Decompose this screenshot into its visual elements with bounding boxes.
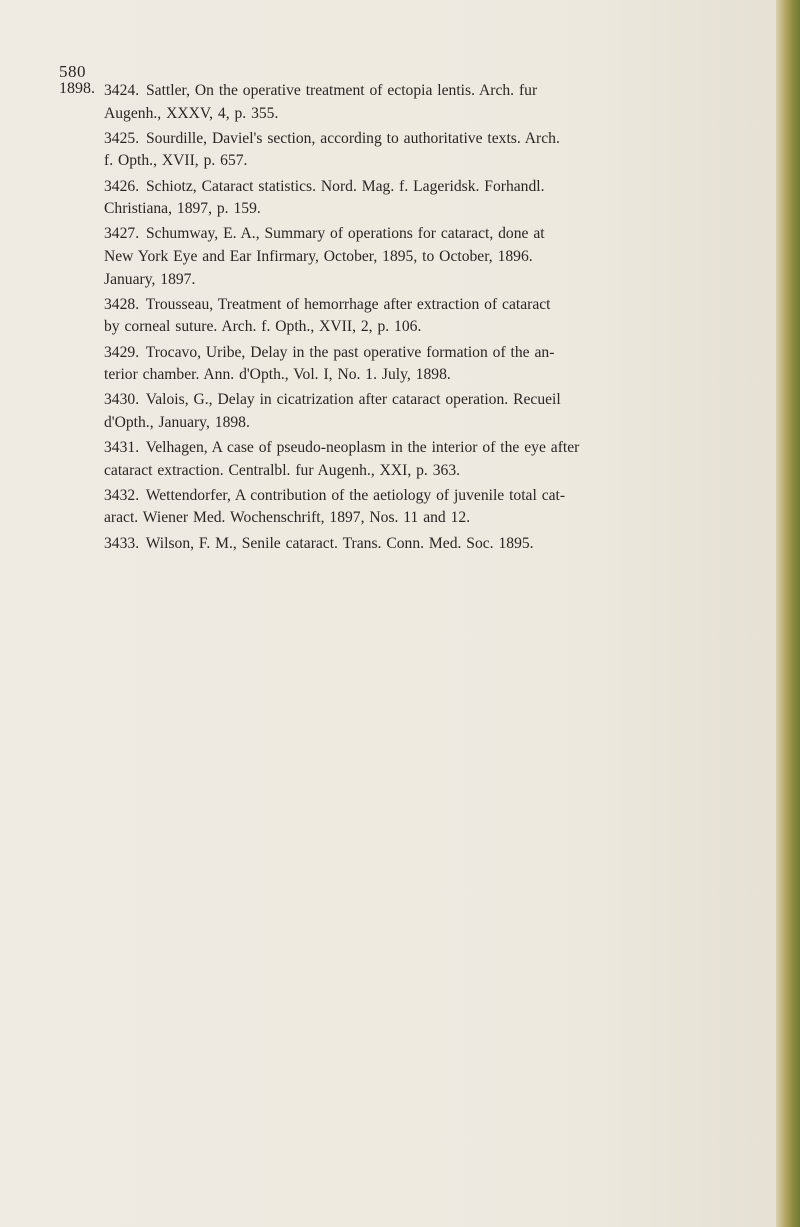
entry-first-line: 3424. Sattler, On the operative treatment of ectopia lentis. Arch. fur [104, 82, 538, 99]
bibliography-entry [104, 342, 744, 387]
bibliography-entry [104, 294, 744, 339]
entry-continuation-line: Augenh., XXXV, 4, p. 355. [104, 104, 279, 122]
entry-first-line: 3431. Velhagen, A case of pseudo-neoplasm in the interior of the eye after [104, 439, 580, 457]
book-spine-edge [776, 0, 800, 1227]
entry-first-line: 3427. Schumway, E. A., Summary of operations for cataract, done at [104, 225, 545, 243]
entry-continuation-line: by corneal suture. Arch. f. Opth., XVII, 2, p. 106. [104, 318, 422, 336]
bibliography-entry [104, 128, 744, 173]
entry-continuation-line: f. Opth., XVII, p. 657. [104, 152, 248, 170]
bibliography-entry [104, 485, 744, 530]
bibliography-entry [104, 533, 744, 556]
entry-continuation-line: cataract extraction. Centralbl. fur Augenh., XXI, p. 363. [104, 461, 461, 479]
bibliography-entry [104, 80, 744, 125]
entry-number: 3433. [104, 534, 140, 552]
entry-number: 3432. [104, 486, 140, 504]
entry-first-line: 3432. Wettendorfer, A contribution of the aetiology of juvenile total cat- [104, 486, 566, 504]
entry-number: 3425. [104, 129, 140, 147]
bibliography-list [104, 80, 744, 558]
entry-first-line: 3425. Sourdille, Daviel's section, according to authoritative texts. Arch. [104, 129, 560, 147]
entry-number: 3428. [104, 295, 140, 313]
entry-number: 3424. [104, 82, 140, 99]
entry-continuation-line: New York Eye and Ear Infirmary, October, 1895, to October, 1896. [104, 247, 533, 265]
entry-first-line: 3433. Wilson, F. M., Senile cataract. Trans. Conn. Med. Soc. 1895. [104, 534, 534, 552]
year-label: 1898. [59, 80, 95, 97]
bibliography-entry [104, 223, 744, 291]
entry-number: 3429. [104, 343, 140, 361]
entry-continuation-line: aract. Wiener Med. Wochenschrift, 1897, Nos. 11 and 12. [104, 509, 471, 527]
entry-number: 3430. [104, 391, 140, 409]
entry-first-line: 3426. Schiotz, Cataract statistics. Nord. Mag. f. Lageridsk. Forhandl. [104, 177, 545, 195]
entry-first-line: 3428. Trousseau, Treatment of hemorrhage after extraction of cataract [104, 295, 551, 313]
entry-continuation-line: d'Opth., January, 1898. [104, 413, 250, 431]
entry-number: 3431. [104, 439, 140, 457]
entry-continuation-line: Christiana, 1897, p. 159. [104, 200, 261, 218]
bibliography-entry [104, 389, 744, 434]
entry-first-line: 3429. Trocavo, Uribe, Delay in the past operative formation of the an- [104, 343, 555, 361]
entry-number: 3426. [104, 177, 140, 195]
entry-number: 3427. [104, 225, 140, 243]
entry-first-line: 3430. Valois, G., Delay in cicatrization after cataract operation. Recueil [104, 391, 561, 409]
entry-continuation-line: terior chamber. Ann. d'Opth., Vol. I, No. 1. July, 1898. [104, 366, 451, 384]
bibliography-entry [104, 176, 744, 221]
page-number: 580 [59, 62, 86, 81]
bibliography-entry [104, 437, 744, 482]
entry-continuation-line: January, 1897. [104, 270, 196, 288]
